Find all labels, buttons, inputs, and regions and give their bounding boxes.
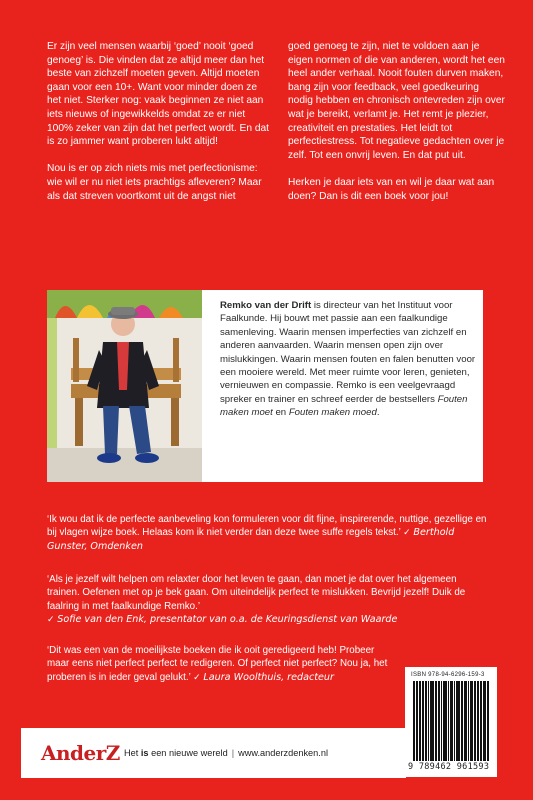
quote-text: ‘Ik wou dat ik de perfecte aanbeveling kon formuleren voor dit fijne, inspirerende, nuttige, gezellige en bij vlagen wijze boek. Helaas kom ik niet verder dan deze twee suffe regels tekst.’ (47, 514, 487, 539)
author-name: Remko van der Drift (220, 300, 312, 311)
author-photo (47, 290, 202, 482)
check-icon: ✓ (193, 671, 201, 682)
publisher-footer (21, 728, 406, 778)
slogan-separator: | (231, 748, 235, 758)
book-title-2: Fouten maken moed (288, 407, 377, 419)
quote-text: ‘Als je jezelf wilt helpen om relaxter door het leven te gaan, dan moet je dat over het algemeen trainen. Oefenen met op je bek gaan. Om uiteindelijk perfect te mislukken. Bevrijd jezelf! Duik de faalring in met faalkundige Remko.’ (47, 574, 466, 612)
author-bio-text (220, 299, 478, 420)
intro-paragraph-3: goed genoeg te zijn, niet te voldoen aan je eigen normen of die van anderen, wordt het een heel ander verhaal. Nooit fouten durven maken, bang zijn voor feedback, veel goedkeuring nodig hebben en chronisch ontevreden zijn over wat je bereikt, verlamt je. Het remt je plezier, creativiteit en prestaties. Het leidt tot perfectiestress. Tot negatieve gedachten over je zelf. Tot een onvrij leven. En dat put uit. (288, 41, 505, 161)
check-icon: ✓ (403, 527, 411, 538)
quote-author: Berthold Gunster, Omdenken (47, 527, 455, 552)
quote-author: Sofie van den Enk, presentator van o.a. de Keuringsdienst van Waarde (57, 614, 398, 626)
slogan-post: een nieuwe wereld (148, 748, 228, 758)
intro-column-left (47, 40, 269, 217)
intro-paragraph-2: Nou is er op zich niets mis met perfectionisme: wie wil er nu niet iets prachtigs afleveren? Maar als dat streven voortkomt uit de angst niet (47, 163, 262, 202)
publisher-website-link[interactable]: www.anderzdenken.nl (238, 748, 328, 758)
book-title-1: Fouten maken moet (220, 393, 468, 419)
intro-column-right (288, 40, 506, 217)
bio-text-part-3: . (376, 407, 380, 419)
intro-paragraph-4: Herken je daar iets van en wil je daar wat aan doen? Dan is dit een boek voor jou! (288, 176, 495, 202)
publisher-slogan (124, 748, 328, 758)
barcode-number: 9 789462 961593 (408, 762, 490, 772)
intro-paragraph-1: Er zijn veel mensen waarbij ‘goed’ nooit ‘goed genoeg’ is. Die vinden dat ze altijd meer dan het beste van zichzelf moeten geven. Altijd moeten gaan voor een 10+. Want voor minder doen ze het niet. Sterker nog: vaak beginnen ze niet aan iets nieuws of ingewikkelds omdat ze er niet 100% zeker van zijn dat het perfect wordt. En dat is zo jammer want proberen lukt altijd! (47, 41, 269, 148)
quote-author: Laura Woolthuis, redacteur (203, 671, 334, 683)
quote-2 (47, 573, 487, 627)
author-bio-box (47, 290, 483, 482)
barcode-box (405, 667, 497, 777)
bio-text-part-1: is directeur van het Instituut voor Faalkunde. Hij bouwt met passie aan een faalkundige samenleving. Waarin mensen imperfecties van zichzelf en anderen aanvaarden. Waarin mensen open zijn over mislukkingen. Waarin mensen fouten en falen benutten voor een mooiere wereld. Met meer ruimte voor leren, genieten, vernieuwen en compassie. Remko is een veelgevraagd spreker en trainer en schreef eerder de bestsellers (220, 300, 476, 405)
isbn-label: ISBN 978-94-6296-159-3 (411, 672, 485, 678)
check-icon: ✓ (47, 614, 55, 625)
quote-1 (47, 513, 487, 553)
barcode-icon (411, 681, 491, 761)
bio-text-part-2: en (272, 407, 289, 419)
slogan-pre: Het (124, 748, 141, 758)
publisher-logo: AnderZ (41, 741, 120, 765)
quote-3 (47, 644, 397, 684)
quote-text: ‘Dit was een van de moeilijkste boeken die ik ooit geredigeerd heb! Probeer maar eens niet perfect perfect te redigeren. Of perfect niet perfect? Nou ja, het proberen is in ieder geval gelukt.’ (47, 645, 388, 683)
slogan-bold: is (140, 748, 149, 758)
